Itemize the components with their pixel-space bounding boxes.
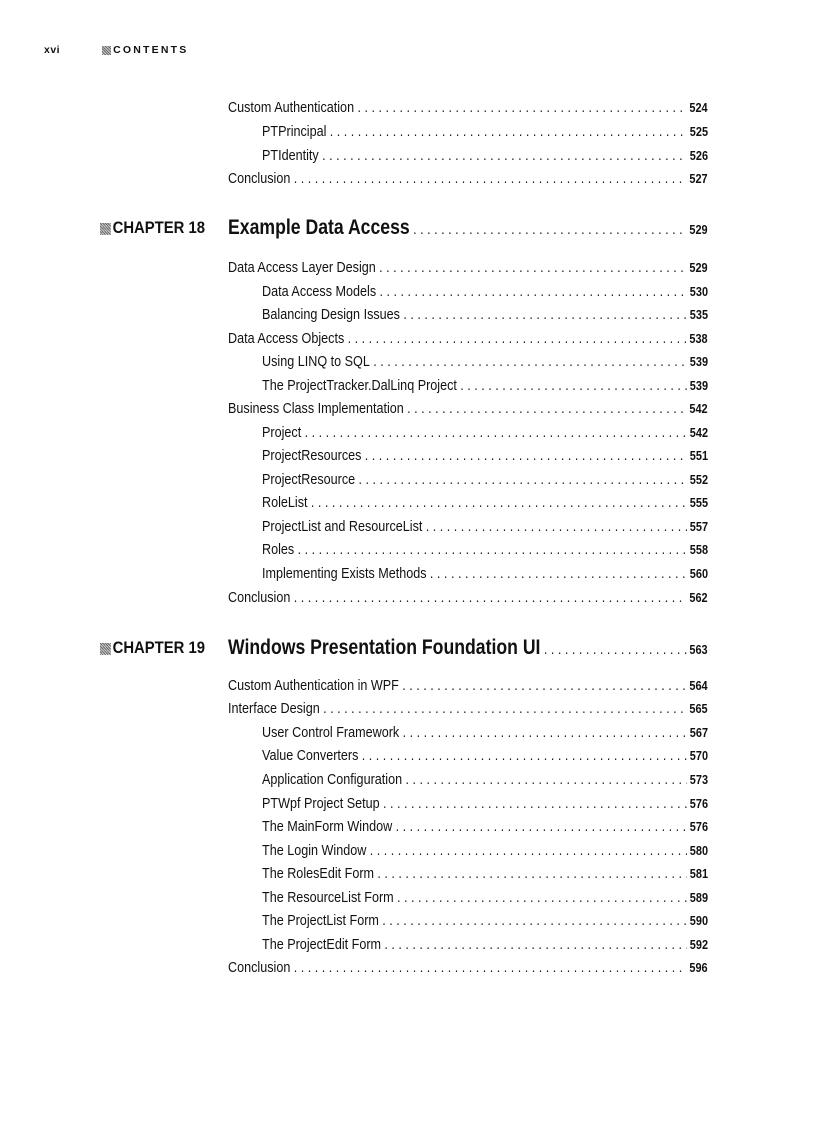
dot-leader xyxy=(322,147,687,164)
dot-leader xyxy=(294,170,687,187)
dot-leader xyxy=(359,471,688,488)
entry-title: RoleList xyxy=(262,494,308,511)
page-ref: 538 xyxy=(689,331,708,346)
dot-leader xyxy=(379,259,687,276)
page-ref: 565 xyxy=(689,701,708,716)
entry-title: Conclusion xyxy=(228,959,291,976)
entry-title: Business Class Implementation xyxy=(228,400,404,417)
page-ref: 557 xyxy=(689,519,709,534)
toc-entry[interactable] xyxy=(262,424,708,441)
running-header xyxy=(44,42,188,58)
dot-leader xyxy=(365,447,687,464)
page-number: xvi xyxy=(44,44,61,56)
page-ref: 560 xyxy=(689,566,709,581)
dot-leader xyxy=(544,641,687,658)
toc-entry[interactable] xyxy=(262,724,708,741)
dot-leader xyxy=(330,123,687,140)
entry-title: Using LINQ to SQL xyxy=(262,353,370,370)
entry-title: Custom Authentication in WPF xyxy=(228,677,399,694)
toc-entry[interactable] xyxy=(262,889,708,906)
toc-entry[interactable] xyxy=(228,677,708,694)
page-ref: 552 xyxy=(689,472,709,487)
dot-leader xyxy=(294,589,687,606)
page-ref: 581 xyxy=(689,866,709,881)
page-ref: 524 xyxy=(689,100,708,115)
hatch-marker-icon xyxy=(100,643,111,655)
entry-title: Application Configuration xyxy=(262,771,403,788)
entry-title: The RolesEdit Form xyxy=(262,865,375,882)
dot-leader xyxy=(403,724,688,741)
dot-leader xyxy=(402,677,687,694)
entry-title: Implementing Exists Methods xyxy=(262,565,427,582)
page-ref: 573 xyxy=(689,772,709,787)
toc-entry[interactable] xyxy=(262,936,708,953)
toc-entry[interactable] xyxy=(228,700,708,717)
dot-leader xyxy=(430,565,687,582)
toc-entry[interactable] xyxy=(262,447,708,464)
dot-leader xyxy=(370,842,688,859)
dot-leader xyxy=(405,771,687,788)
page-ref: 539 xyxy=(689,378,709,393)
dot-leader xyxy=(323,700,687,717)
toc-entry[interactable] xyxy=(262,912,708,929)
page-ref: 576 xyxy=(689,819,709,834)
toc-entry[interactable] xyxy=(228,99,708,116)
entry-title: Example Data Access xyxy=(228,216,410,239)
page-ref: 589 xyxy=(689,890,709,905)
toc-entry[interactable] xyxy=(262,494,708,511)
page-ref: 570 xyxy=(689,748,709,763)
page-ref: 526 xyxy=(689,148,709,163)
entry-title: Windows Presentation Foundation UI xyxy=(228,636,541,659)
toc-entry[interactable] xyxy=(228,259,708,276)
hatch-marker-icon xyxy=(102,46,111,55)
entry-title: PTWpf Project Setup xyxy=(262,795,380,812)
entry-title: Data Access Objects xyxy=(228,330,345,347)
page-ref: 592 xyxy=(689,937,709,952)
toc-entry[interactable] xyxy=(262,565,708,582)
dot-leader xyxy=(403,306,687,323)
entry-title: The ResourceList Form xyxy=(262,889,394,906)
entry-title: Conclusion xyxy=(228,170,291,187)
toc-entry[interactable] xyxy=(262,541,708,558)
toc-entry[interactable] xyxy=(262,842,708,859)
page-ref: 535 xyxy=(689,307,709,322)
dot-leader xyxy=(362,747,688,764)
toc-entry[interactable] xyxy=(262,147,708,164)
entry-title: Conclusion xyxy=(228,589,291,606)
toc-entry[interactable] xyxy=(228,589,708,606)
entry-title: PTPrincipal xyxy=(262,123,327,140)
toc-entry[interactable] xyxy=(262,123,708,140)
page-ref: 539 xyxy=(689,354,709,369)
entry-title: ProjectResources xyxy=(262,447,362,464)
chapter-heading[interactable] xyxy=(228,636,708,662)
chapter-label: CHAPTER 18 xyxy=(100,219,205,238)
page-ref: 551 xyxy=(689,448,709,463)
entry-title: Project xyxy=(262,424,302,441)
chapter-label: CHAPTER 19 xyxy=(100,639,205,658)
dot-leader xyxy=(298,541,688,558)
page-ref: 596 xyxy=(689,960,708,975)
dot-leader xyxy=(357,99,686,116)
toc-entry[interactable] xyxy=(262,353,708,370)
page-ref: 525 xyxy=(689,124,709,139)
chapter-heading[interactable] xyxy=(228,216,708,242)
toc-entry[interactable] xyxy=(228,959,708,976)
entry-title: ProjectList and ResourceList xyxy=(262,518,423,535)
page-ref: 567 xyxy=(689,725,709,740)
dot-leader xyxy=(380,283,688,300)
entry-title: Data Access Layer Design xyxy=(228,259,376,276)
toc-entry[interactable] xyxy=(228,400,708,417)
toc-entry[interactable] xyxy=(262,306,708,323)
entry-title: ProjectResource xyxy=(262,471,356,488)
dot-leader xyxy=(396,818,688,835)
page-ref: 542 xyxy=(689,401,708,416)
toc-entry[interactable] xyxy=(228,330,708,347)
entry-title: The Login Window xyxy=(262,842,367,859)
toc-entry[interactable] xyxy=(262,471,708,488)
toc-entry[interactable] xyxy=(262,818,708,835)
dot-leader xyxy=(426,518,688,535)
dot-leader xyxy=(407,400,687,417)
page-ref: 542 xyxy=(689,425,709,440)
entry-title: User Control Framework xyxy=(262,724,400,741)
dot-leader xyxy=(377,865,687,882)
page-ref: 564 xyxy=(689,678,708,693)
dot-leader xyxy=(382,912,687,929)
entry-title: Interface Design xyxy=(228,700,320,717)
toc-entry[interactable] xyxy=(262,865,708,882)
toc-entry[interactable] xyxy=(228,170,708,187)
dot-leader xyxy=(311,494,687,511)
dot-leader xyxy=(384,936,687,953)
dot-leader xyxy=(413,221,687,238)
toc-entry[interactable] xyxy=(262,377,708,394)
dot-leader xyxy=(397,889,687,906)
dot-leader xyxy=(305,424,688,441)
page-ref: 558 xyxy=(689,542,709,557)
entry-title: The ProjectTracker.DalLinq Project xyxy=(262,377,457,394)
dot-leader xyxy=(373,353,687,370)
entry-title: The ProjectList Form xyxy=(262,912,379,929)
entry-title: Value Converters xyxy=(262,747,359,764)
entry-title: Balancing Design Issues xyxy=(262,306,400,323)
toc-entry[interactable] xyxy=(262,795,708,812)
entry-title: PTIdentity xyxy=(262,147,319,164)
page-ref: 590 xyxy=(689,913,709,928)
toc-entry[interactable] xyxy=(262,518,708,535)
entry-title: Custom Authentication xyxy=(228,99,355,116)
page-ref: 529 xyxy=(689,222,708,237)
entry-title: Data Access Models xyxy=(262,283,377,300)
page-ref: 580 xyxy=(689,843,709,858)
running-title: CONTENTS xyxy=(113,44,189,56)
hatch-marker-icon xyxy=(100,223,111,235)
dot-leader xyxy=(383,795,687,812)
page-ref: 555 xyxy=(689,495,709,510)
entry-title: Roles xyxy=(262,541,295,558)
entry-title: The ProjectEdit Form xyxy=(262,936,382,953)
page-ref: 529 xyxy=(689,260,708,275)
dot-leader xyxy=(294,959,687,976)
page-ref: 563 xyxy=(689,642,708,657)
toc-entry[interactable] xyxy=(262,771,708,788)
page-ref: 527 xyxy=(689,171,708,186)
page-ref: 530 xyxy=(689,284,709,299)
dot-leader xyxy=(460,377,687,394)
toc-entry[interactable] xyxy=(262,283,708,300)
entry-title: The MainForm Window xyxy=(262,818,393,835)
dot-leader xyxy=(348,330,687,347)
page-ref: 576 xyxy=(689,796,709,811)
page-ref: 562 xyxy=(689,590,708,605)
toc-entry[interactable] xyxy=(262,747,708,764)
